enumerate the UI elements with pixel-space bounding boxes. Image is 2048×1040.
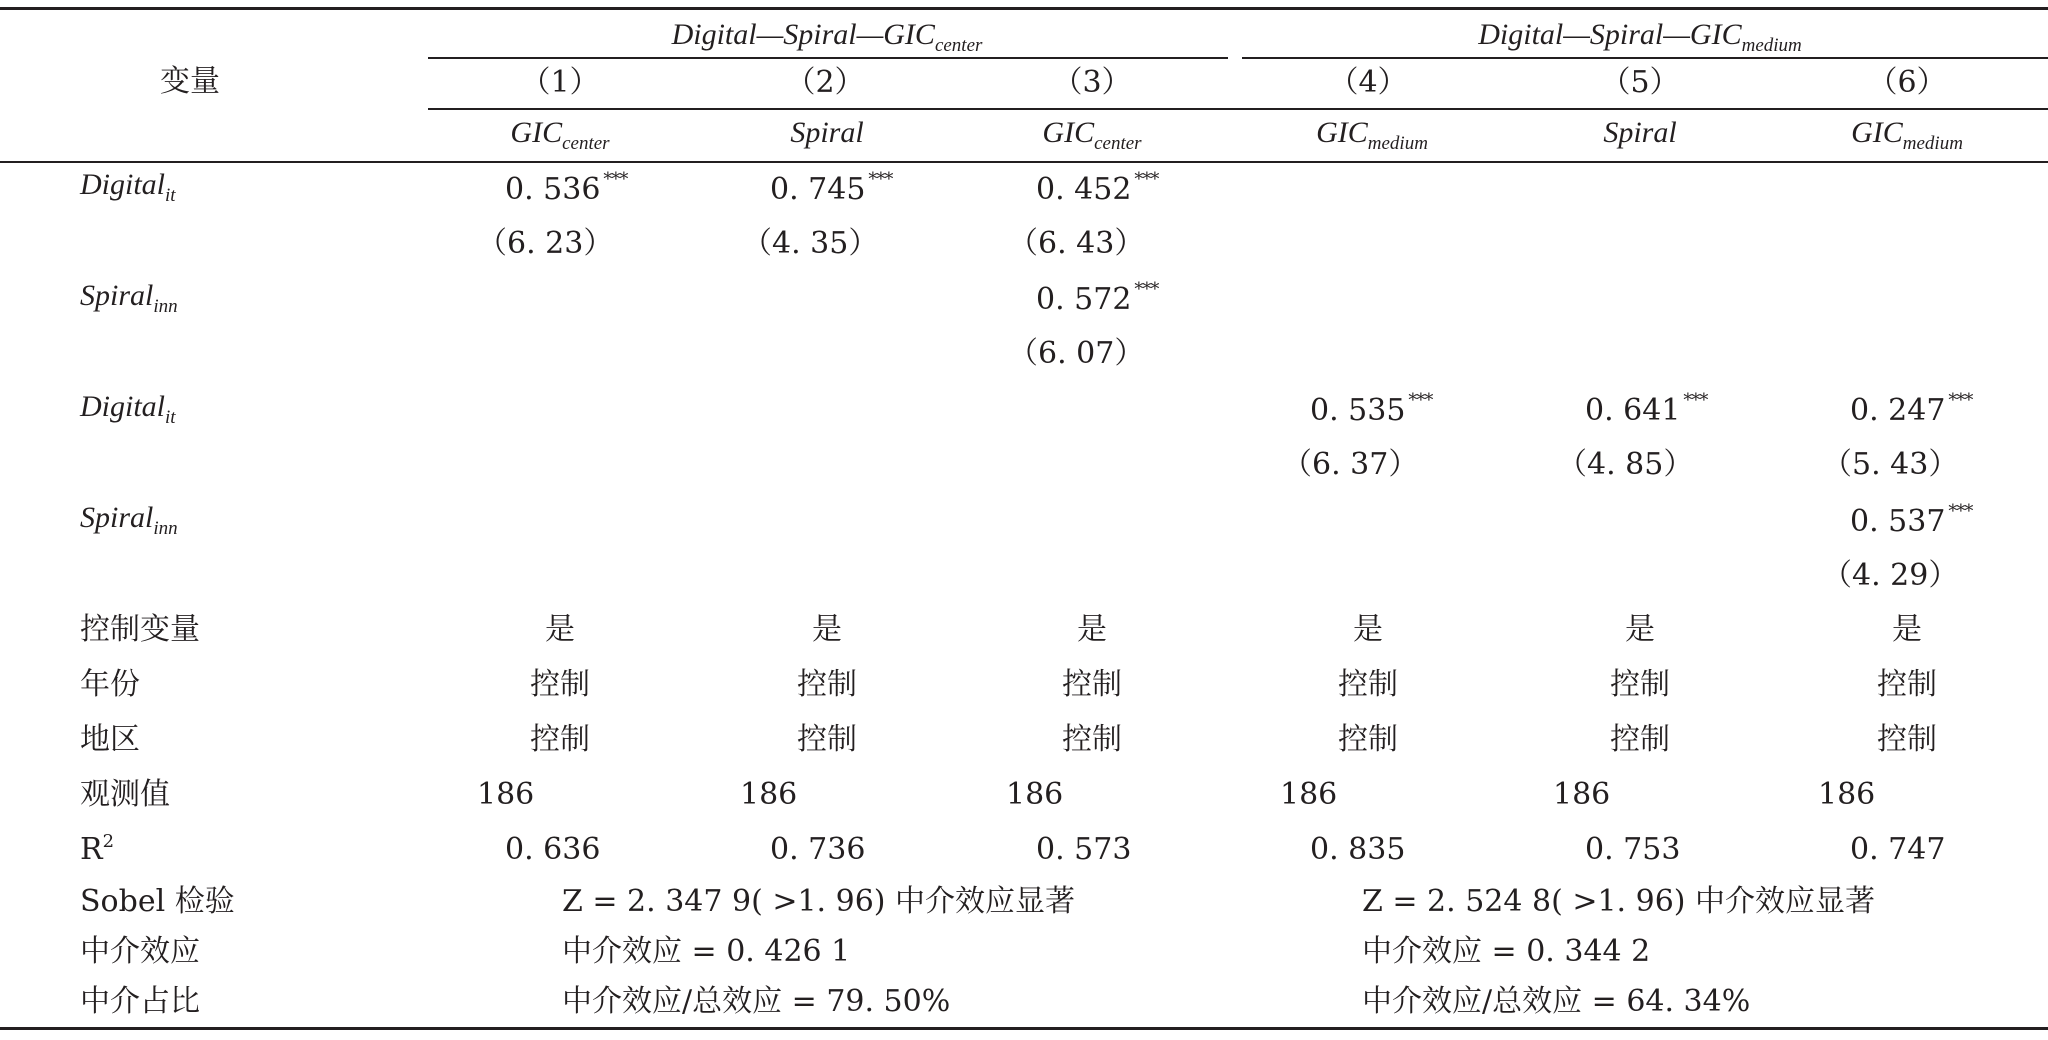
year-label: 年份: [80, 667, 140, 702]
controls-m3: 是: [1077, 612, 1107, 647]
r2-m3: 0. 573: [1036, 832, 1132, 867]
region-m4: 控制: [1338, 722, 1398, 757]
digital1-base: Digital: [80, 168, 166, 201]
coef-value: 0. 535: [1310, 393, 1406, 428]
r2-label-base: R: [80, 832, 103, 867]
model-number-1: （1）: [520, 65, 600, 100]
coef-digital1-m3: [1036, 169, 1159, 212]
header-rule: [0, 161, 2048, 163]
sobel-group2: Z = 2. 524 8( >1. 96) 中介效应显著: [1362, 884, 1876, 919]
coef-digital1-m1: [505, 169, 628, 212]
coef-digital2-m5: [1585, 390, 1708, 433]
row-label-spiral-2: [80, 500, 178, 539]
obs-m1: 186: [477, 777, 535, 812]
coef-value: 0. 641: [1585, 393, 1681, 428]
coef-value: 0. 452: [1036, 172, 1132, 207]
controls-label: 控制变量: [80, 612, 200, 647]
r2-m6: 0. 747: [1850, 832, 1946, 867]
obs-m2: 186: [740, 777, 798, 812]
coef-value: 0. 536: [505, 172, 601, 207]
spiral1-base: Spiral: [80, 279, 154, 312]
tstat-digital1-m3: （6. 43）: [1008, 226, 1145, 261]
region-m2: 控制: [797, 722, 857, 757]
significance-stars: ***: [868, 169, 893, 190]
mediation-label: 中介效应: [80, 934, 200, 969]
significance-stars: ***: [603, 169, 628, 190]
region-m1: 控制: [530, 722, 590, 757]
tstat-digital2-m4: （6. 37）: [1282, 447, 1419, 482]
spiral1-sub: inn: [153, 296, 178, 317]
group1-title-base: Digital—Spiral—GIC: [671, 18, 935, 51]
model-rule: [428, 108, 2048, 110]
year-m5: 控制: [1610, 667, 1670, 702]
significance-stars: ***: [1948, 390, 1973, 411]
mediation-group2: 中介效应 = 0. 344 2: [1362, 934, 1651, 969]
year-m6: 控制: [1877, 667, 1937, 702]
region-m3: 控制: [1062, 722, 1122, 757]
significance-stars: ***: [1683, 390, 1708, 411]
significance-stars: ***: [1134, 279, 1159, 300]
dependent-variable-1: [510, 115, 610, 154]
controls-m4: 是: [1353, 612, 1383, 647]
dv2-base: Spiral: [790, 116, 864, 149]
year-m4: 控制: [1338, 667, 1398, 702]
coef-spiral1-m3: [1036, 279, 1159, 322]
group2-title: [1478, 17, 1802, 56]
coef-value: 0. 572: [1036, 282, 1132, 317]
r2-m4: 0. 835: [1310, 832, 1406, 867]
ratio-group2: 中介效应/总效应 = 64. 34%: [1362, 984, 1751, 1019]
group2-rule: [1242, 57, 2048, 59]
spiral2-sub: inn: [153, 518, 178, 539]
top-rule: [0, 7, 2048, 10]
row-label-digital-2: [80, 389, 176, 428]
group1-title: [671, 17, 983, 56]
coef-spiral2-m6: [1850, 501, 1973, 544]
obs-m3: 186: [1006, 777, 1064, 812]
dv6-base: GIC: [1851, 116, 1903, 149]
dependent-variable-2: [790, 115, 863, 151]
group2-title-base: Digital—Spiral—GIC: [1478, 18, 1742, 51]
dependent-variable-5: [1603, 115, 1676, 151]
significance-stars: ***: [1948, 501, 1973, 522]
significance-stars: ***: [1134, 169, 1159, 190]
year-m2: 控制: [797, 667, 857, 702]
tstat-digital2-m6: （5. 43）: [1822, 447, 1959, 482]
spiral2-base: Spiral: [80, 501, 154, 534]
year-m3: 控制: [1062, 667, 1122, 702]
sobel-group1: Z = 2. 347 9( >1. 96) 中介效应显著: [562, 884, 1076, 919]
r2-label: [80, 832, 114, 868]
r2-m5: 0. 753: [1585, 832, 1681, 867]
ratio-label: 中介占比: [80, 984, 200, 1019]
r2-m2: 0. 736: [770, 832, 866, 867]
coef-digital2-m4: [1310, 390, 1433, 433]
controls-m5: 是: [1625, 612, 1655, 647]
controls-m1: 是: [545, 612, 575, 647]
obs-m4: 186: [1280, 777, 1338, 812]
dv3-base: GIC: [1042, 116, 1095, 149]
row-label-digital-1: [80, 167, 176, 206]
dv3-sub: center: [1094, 133, 1142, 154]
mediation-group1: 中介效应 = 0. 426 1: [562, 934, 851, 969]
coef-digital1-m2: [770, 169, 893, 212]
tstat-digital1-m1: （6. 23）: [477, 226, 614, 261]
dv4-base: GIC: [1316, 116, 1368, 149]
model-number-3: （3）: [1052, 65, 1132, 100]
r2-label-sup: 2: [102, 831, 115, 852]
r2-m1: 0. 636: [505, 832, 601, 867]
group2-title-sub: medium: [1741, 35, 1802, 56]
group1-title-sub: center: [934, 35, 983, 56]
tstat-spiral2-m6: （4. 29）: [1822, 558, 1959, 593]
coef-value: 0. 745: [770, 172, 866, 207]
group1-rule: [428, 57, 1228, 59]
model-number-6: （6）: [1867, 65, 1947, 100]
digital2-sub: it: [165, 407, 176, 428]
region-label: 地区: [80, 722, 140, 757]
dv1-sub: center: [562, 133, 610, 154]
coef-value: 0. 247: [1850, 393, 1946, 428]
dv6-sub: medium: [1902, 133, 1963, 154]
ratio-group1: 中介效应/总效应 = 79. 50%: [562, 984, 951, 1019]
tstat-digital1-m2: （4. 35）: [742, 226, 879, 261]
digital1-sub: it: [165, 185, 176, 206]
tstat-digital2-m5: （4. 85）: [1557, 447, 1694, 482]
dependent-variable-4: [1316, 115, 1428, 154]
year-m1: 控制: [530, 667, 590, 702]
controls-m6: 是: [1892, 612, 1922, 647]
region-m6: 控制: [1877, 722, 1937, 757]
region-m5: 控制: [1610, 722, 1670, 757]
obs-m6: 186: [1818, 777, 1876, 812]
sobel-label: Sobel 检验: [80, 884, 235, 919]
significance-stars: ***: [1408, 390, 1433, 411]
dv1-base: GIC: [510, 116, 563, 149]
controls-m2: 是: [812, 612, 842, 647]
digital2-base: Digital: [80, 390, 166, 423]
variable-header: 变量: [160, 64, 220, 99]
bottom-rule: [0, 1027, 2048, 1030]
dependent-variable-3: [1042, 115, 1142, 154]
model-number-4: （4）: [1328, 65, 1408, 100]
obs-label: 观测值: [80, 777, 170, 812]
model-number-2: （2）: [785, 65, 865, 100]
model-number-5: （5）: [1600, 65, 1680, 100]
obs-m5: 186: [1553, 777, 1611, 812]
coef-digital2-m6: [1850, 390, 1973, 433]
tstat-spiral1-m3: （6. 07）: [1008, 336, 1145, 371]
dv5-base: Spiral: [1603, 116, 1677, 149]
row-label-spiral-1: [80, 278, 178, 317]
dv4-sub: medium: [1367, 133, 1428, 154]
coef-value: 0. 537: [1850, 504, 1946, 539]
dependent-variable-6: [1851, 115, 1963, 154]
